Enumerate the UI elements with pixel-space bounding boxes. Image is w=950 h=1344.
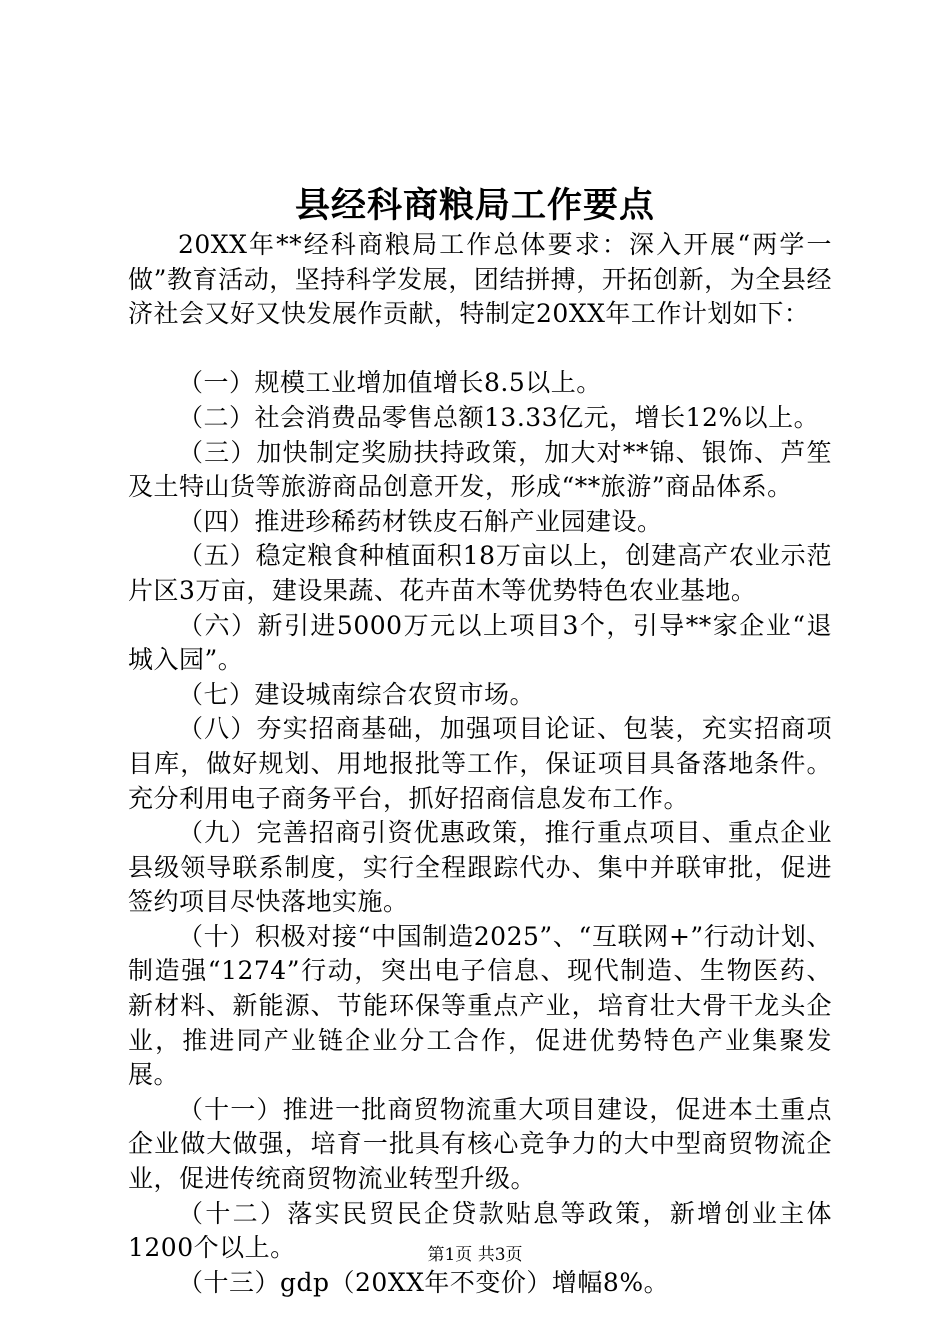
intro-paragraph: 20XX年**经科商粮局工作总体要求：深入开展“两学一做”教育活动，坚持科学发展，团结拼搏，开拓创新，为全县经济社会又好又快发展作贡献，特制定20XX年工作计划如下： (128, 230, 832, 329)
item-paragraph-11: （十一）推进一批商贸物流重大项目建设，促进本土重点企业做大做强，培育一批具有核心竞争力的大中型商贸物流企业，促进传统商贸物流业转型升级。 (128, 1094, 832, 1194)
item-paragraph-13: （十三）gdp（20XX年不变价）增幅8%。 (178, 1267, 670, 1297)
item-paragraph-5: （五）稳定粮食种植面积18万亩以上，创建高产农业示范片区3万亩，建设果蔬、花卉苗木等优势特色农业基地。 (128, 541, 832, 605)
item-paragraph-10: （十）积极对接“中国制造2025”、“互联网+”行动计划、制造强“1274”行动，突出电子信息、现代制造、生物医药、新材料、新能源、节能环保等重点产业，培育壮大骨干龙头企业，推进同产业链企业分工合作，促进优势特色产业集聚发展。 (128, 921, 832, 1090)
item-paragraph-2: （二）社会消费品零售总额13.33亿元，增长12%以上。 (178, 402, 820, 432)
item-paragraph-12: （十二）落实民贸民企贷款贴息等政策，新增创业主体1200个以上。 (128, 1198, 832, 1263)
page-footer: 第1页 共3页 (427, 1245, 523, 1265)
document-body (128, 228, 832, 1300)
item-paragraph-4: （四）推进珍稀药材铁皮石斛产业园建设。 (178, 506, 663, 536)
item-paragraph-1: （一）规模工业增加值增长8.5以上。 (178, 368, 602, 398)
document-title: 县经科商粮局工作要点 (294, 185, 655, 226)
item-paragraph-8: （八）夯实招商基础，加强项目论证、包装，充实招商项目库，做好规划、用地报批等工作，保证项目具备落地条件。充分利用电子商务平台，抓好招商信息发布工作。 (128, 714, 832, 813)
item-paragraph-3: （三）加快制定奖励扶持政策，加大对**锦、银饰、芦笙及土特山货等旅游商品创意开发，形成“**旅游”商品体系。 (128, 437, 832, 502)
item-paragraph-6: （六）新引进5000万元以上项目3个，引导**家企业“退城入园”。 (128, 610, 832, 675)
item-paragraph-9: （九）完善招商引资优惠政策，推行重点项目、重点企业县级领导联系制度，实行全程跟踪代办、集中并联审批，促进签约项目尽快落地实施。 (128, 818, 832, 917)
item-paragraph-7: （七）建设城南综合农贸市场。 (178, 679, 536, 709)
